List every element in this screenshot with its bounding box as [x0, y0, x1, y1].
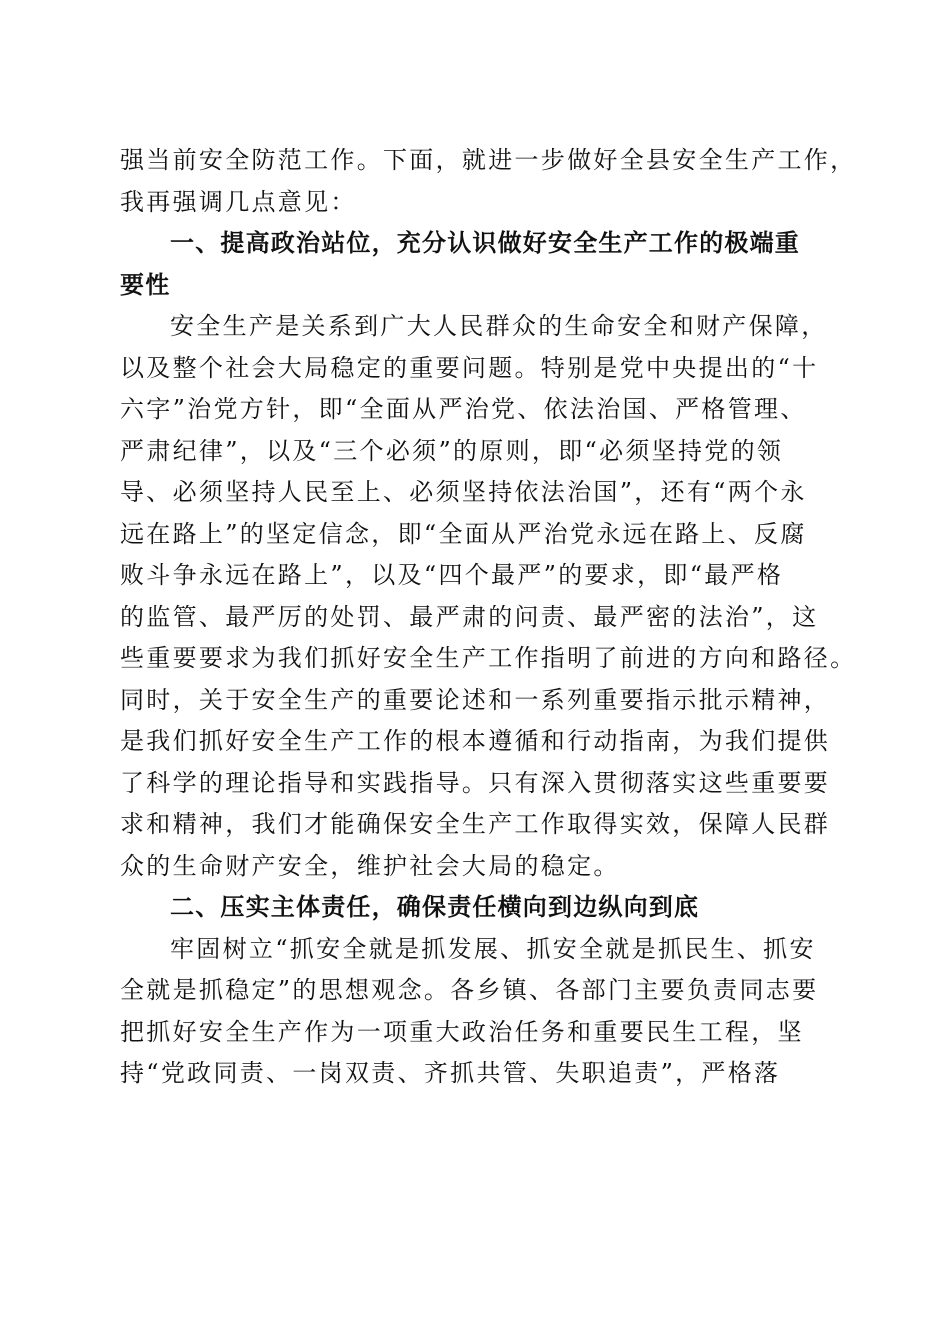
- intro-line: 我再强调几点意见：: [120, 187, 357, 216]
- section-2-paragraph-line: 牢固树立“抓安全就是抓发展、抓安全就是抓民生、抓安: [170, 934, 816, 963]
- section-1-paragraph-line: 远在路上”的坚定信念，即“全面从严治党永远在路上、反腐: [120, 519, 807, 548]
- section-1-heading: 一、提高政治站位，充分认识做好安全生产工作的极端重: [170, 229, 800, 257]
- section-1-paragraph-line: 六字”治党方针，即“全面从严治党、依法治国、严格管理、: [120, 395, 807, 423]
- section-2-paragraph-line: 持“党政同责、一岗双责、齐抓共管、失职追责”，严格落: [120, 1059, 781, 1087]
- section-2-paragraph-line: 把抓好安全生产作为一项重大政治任务和重要民生工程，坚: [120, 1017, 804, 1046]
- section-2-paragraph-line: 全就是抓稳定”的思想观念。各乡镇、各部门主要负责同志要: [120, 976, 819, 1004]
- section-1-paragraph-line: 了科学的理论指导和实践指导。只有深入贯彻落实这些重要要: [120, 768, 831, 797]
- section-1-paragraph-line: 以及整个社会大局稳定的重要问题。特别是党中央提出的“十: [120, 353, 819, 382]
- section-1-paragraph-line: 导、必须坚持人民至上、必须坚持依法治国”，还有“两个永: [120, 478, 807, 506]
- section-1-paragraph-line: 求和精神，我们才能确保安全生产工作取得实效，保障人民群: [120, 810, 831, 838]
- section-1-paragraph-line: 安全生产是关系到广大人民群众的生命安全和财产保障，: [170, 312, 828, 340]
- section-2-heading: 二、压实主体责任，确保责任横向到边纵向到底: [170, 893, 700, 921]
- section-1-paragraph-line: 严肃纪律”，以及“三个必须”的原则，即“必须坚持党的领: [120, 436, 784, 465]
- section-1-paragraph-line: 些重要要求为我们抓好安全生产工作指明了前进的方向和路径。: [120, 644, 857, 672]
- document-body: [120, 140, 857, 1095]
- section-1-paragraph-line: 同时，关于安全生产的重要论述和一系列重要指示批示精神，: [120, 685, 831, 714]
- section-1-paragraph-line: 是我们抓好安全生产工作的根本遵循和行动指南，为我们提供: [120, 727, 831, 755]
- section-1-heading-continued: 要性: [120, 270, 171, 299]
- section-1-paragraph-line: 败斗争永远在路上”，以及“四个最严”的要求，即“最严格: [120, 561, 784, 589]
- section-1-paragraph-line: 众的生命财产安全，维护社会大局的稳定。: [120, 851, 620, 880]
- section-1-paragraph-line: 的监管、最严厉的处罚、最严肃的问责、最严密的法治”，这: [120, 602, 819, 631]
- intro-line: 强当前安全防范工作。下面，就进一步做好全县安全生产工作，: [120, 146, 857, 174]
